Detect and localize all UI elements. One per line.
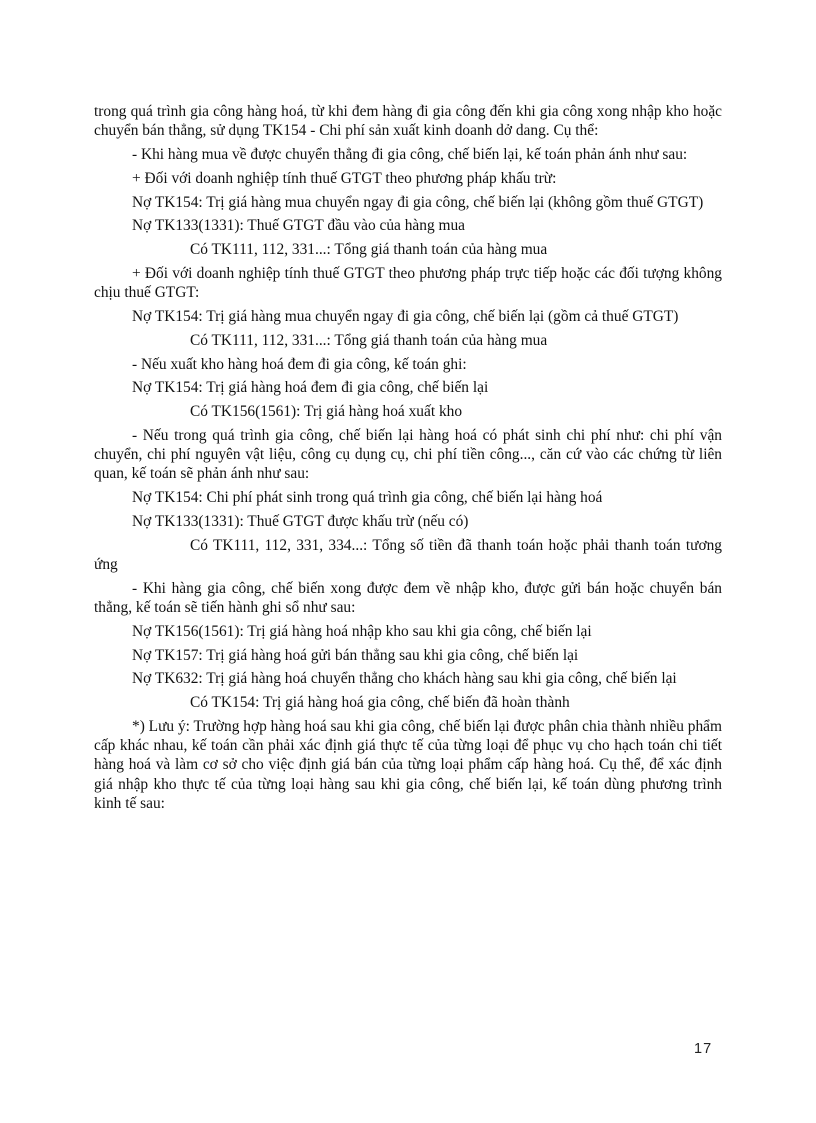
journal-entry-credit: Có TK154: Trị giá hàng hoá gia công, chế biến đã hoàn thành	[190, 694, 570, 712]
journal-entry-debit: Nợ TK133(1331): Thuế GTGT được khấu trừ (nếu có)	[132, 512, 469, 530]
journal-entry-debit: Nợ TK133(1331): Thuế GTGT đầu vào của hàng mua	[132, 217, 465, 235]
journal-entry-debit: Nợ TK154: Trị giá hàng mua chuyển ngay đi gia công, chế biến lại (gồm cả thuế GTGT)	[132, 307, 679, 325]
paragraph: - Khi hàng gia công, chế biến xong được đem về nhập kho, được gửi bán hoặc chuyển bán thẳng, kế toán sẽ tiến hành ghi sổ như sau:	[94, 579, 722, 616]
journal-entry-debit: Nợ TK157: Trị giá hàng hoá gửi bán thẳng sau khi gia công, chế biến lại	[132, 646, 579, 664]
paragraph: - Nếu trong quá trình gia công, chế biến lại hàng hoá có phát sinh chi phí như: chi phí vận chuyển, chi phí nguyên vật liệu, công cụ dụng cụ, chi phí tiền công..., căn cứ vào các chứng từ liên quan, kế toán sẽ phản ánh như sau:	[94, 426, 722, 483]
journal-entry-credit: Có TK156(1561): Trị giá hàng hoá xuất kho	[190, 403, 463, 421]
note-paragraph: *) Lưu ý: Trường hợp hàng hoá sau khi gia công, chế biến lại được phân chia thành nhiều phẩm cấp khác nhau, kế toán cần phải xác định giá thực tế của từng loại để phục vụ cho hạch toán chi tiết hàng hoá và làm cơ sở cho việc định giá bán của từng loại phẩm cấp hàng hoá. Cụ thể, để xác định giá nhập kho thực tế của từng loại hàng sau khi gia công, chế biến lại, kế toán dùng phương trình kinh tế sau:	[94, 717, 722, 812]
paragraph: + Đối với doanh nghiệp tính thuế GTGT theo phương pháp khấu trừ:	[132, 169, 557, 187]
page-number: 17	[694, 1041, 713, 1057]
paragraph: - Khi hàng mua về được chuyển thẳng đi gia công, chế biến lại, kế toán phản ánh như sau:	[132, 146, 688, 163]
paragraph: + Đối với doanh nghiệp tính thuế GTGT theo phương pháp trực tiếp hoặc các đối tượng không chịu thuế GTGT:	[94, 264, 722, 302]
paragraph: trong quá trình gia công hàng hoá, từ khi đem hàng đi gia công đến khi gia công xong nhập kho hoặc chuyển bán thẳng, sử dụng TK154 - Chi phí sản xuất kinh doanh dở dang. Cụ thể:	[94, 103, 722, 140]
document-body	[94, 102, 722, 818]
journal-entry-credit: Có TK111, 112, 331...: Tổng giá thanh toán của hàng mua	[190, 241, 548, 259]
paragraph: - Nếu xuất kho hàng hoá đem đi gia công, kế toán ghi:	[132, 355, 467, 373]
journal-entry-debit: Nợ TK154: Trị giá hàng mua chuyển ngay đi gia công, chế biến lại (không gồm thuế GTGT)	[132, 193, 704, 211]
journal-entry-debit: Nợ TK154: Chi phí phát sinh trong quá trình gia công, chế biến lại hàng hoá	[132, 489, 603, 507]
journal-entry-debit: Nợ TK156(1561): Trị giá hàng hoá nhập kho sau khi gia công, chế biến lại	[132, 622, 592, 640]
journal-entry-credit: Có TK111, 112, 331...: Tổng giá thanh toán của hàng mua	[190, 331, 548, 349]
journal-entry-debit: Nợ TK632: Trị giá hàng hoá chuyển thẳng cho khách hàng sau khi gia công, chế biến lại	[132, 670, 677, 688]
journal-entry-credit: Có TK111, 112, 331, 334...: Tổng số tiền đã thanh toán hoặc phải thanh toán tương ứng	[94, 536, 722, 573]
journal-entry-debit: Nợ TK154: Trị giá hàng hoá đem đi gia công, chế biến lại	[132, 379, 489, 397]
